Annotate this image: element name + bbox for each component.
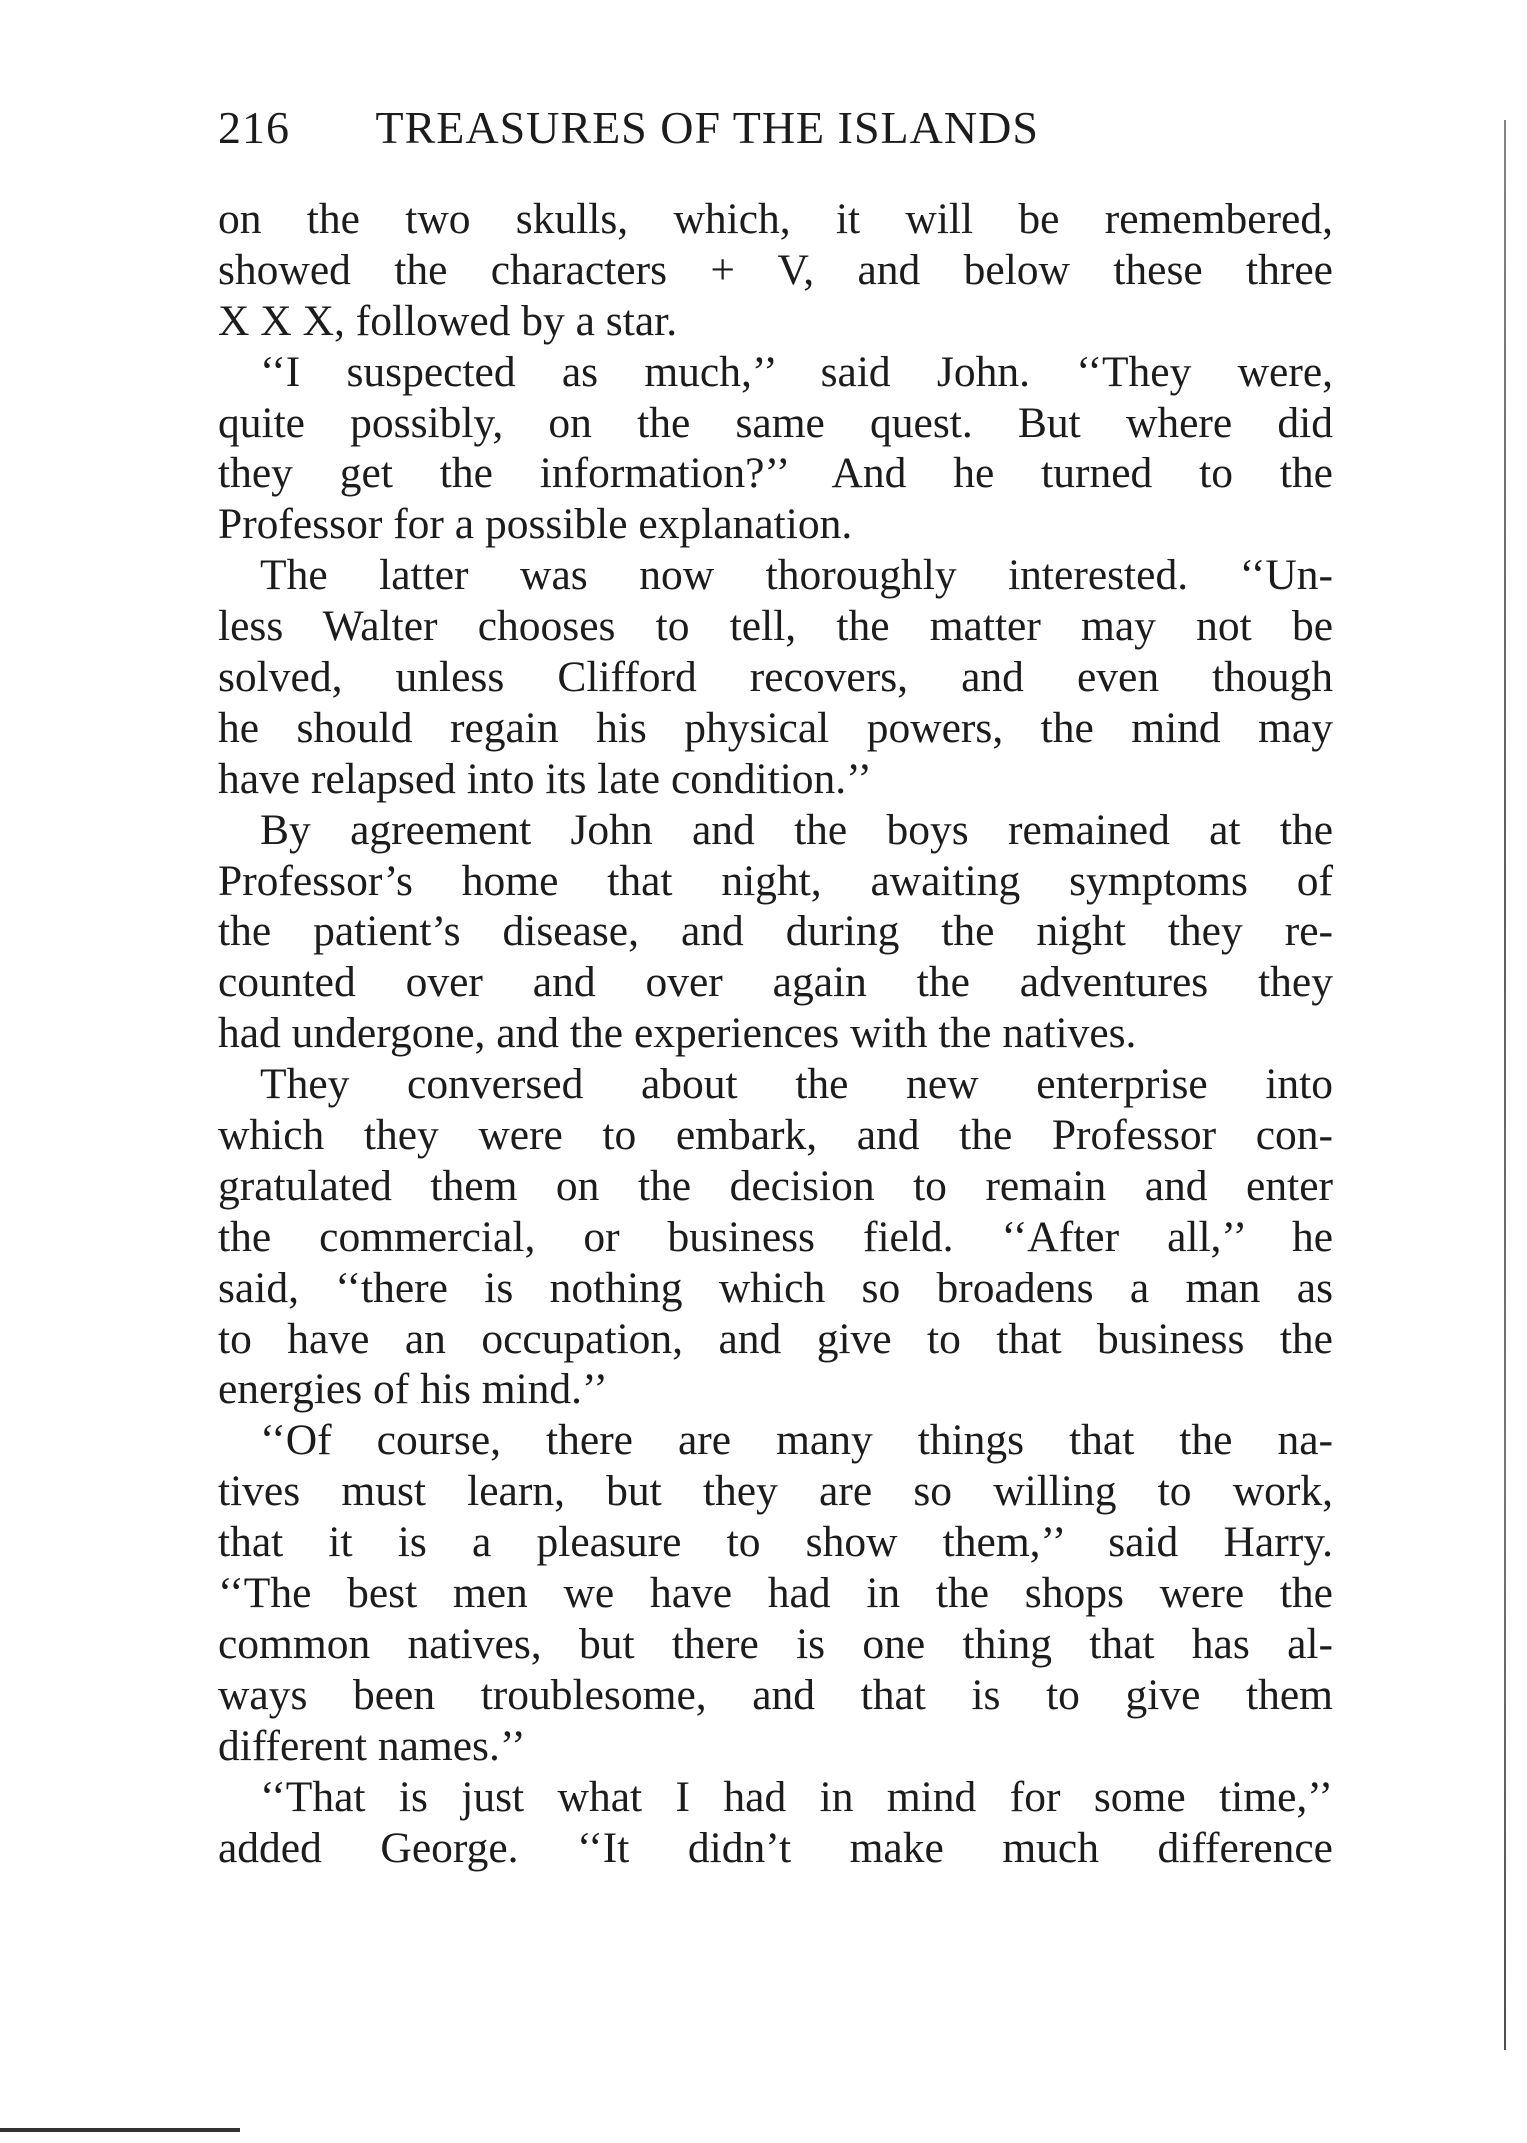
text-line: They conversed about the new enterprise into xyxy=(260,1060,1333,1109)
text-line: energies of his mind.’’ xyxy=(218,1365,608,1414)
body-text xyxy=(218,194,1333,1873)
text-line: counted over and over again the adventures they xyxy=(218,958,1333,1007)
text-line: the patient’s disease, and during the night they re- xyxy=(218,907,1333,956)
text-line: added George. ‘‘It didn’t make much difference xyxy=(218,1823,1333,1872)
running-head xyxy=(218,98,1333,158)
text-line: said, ‘‘there is nothing which so broadens a man as xyxy=(218,1263,1333,1312)
text-line: ‘‘The best men we have had in the shops were the xyxy=(218,1569,1333,1618)
text-line: tives must learn, but they are so willing to work, xyxy=(218,1467,1333,1516)
running-title: TREASURES OF THE ISLANDS xyxy=(375,102,1039,153)
text-line: ways been troublesome, and that is to give them xyxy=(218,1670,1333,1719)
page-edge-shadow xyxy=(1504,120,1506,2050)
text-line: The latter was now thoroughly interested. ‘‘Un- xyxy=(260,551,1333,600)
text-line: ‘‘That is just what I had in mind for some time,’’ xyxy=(260,1772,1333,1821)
text-line: that it is a pleasure to show them,’’ said Harry. xyxy=(218,1518,1333,1567)
text-line: have relapsed into its late condition.’’ xyxy=(218,754,872,803)
text-line: the commercial, or business field. ‘‘After all,’’ he xyxy=(218,1212,1333,1261)
text-line: they get the information?’’ And he turned to the xyxy=(218,449,1333,498)
text-line: common natives, but there is one thing that has al- xyxy=(218,1619,1333,1668)
text-line: he should regain his physical powers, the mind may xyxy=(218,703,1333,752)
text-line: showed the characters + V, and below these three xyxy=(218,245,1333,294)
text-line: X X X, followed by a star. xyxy=(218,296,678,345)
text-line: had undergone, and the experiences with the natives. xyxy=(218,1009,1137,1058)
text-line: Professor’s home that night, awaiting symptoms of xyxy=(218,856,1333,905)
text-line: solved, unless Clifford recovers, and even though xyxy=(218,653,1333,702)
page-foot-rule xyxy=(0,2128,240,2132)
text-line: to have an occupation, and give to that business the xyxy=(218,1314,1333,1363)
text-line: on the two skulls, which, it will be remembered, xyxy=(218,195,1333,243)
text-line: less Walter chooses to tell, the matter may not be xyxy=(218,602,1333,651)
text-line: quite possibly, on the same quest. But where did xyxy=(218,398,1333,447)
text-line: ‘‘Of course, there are many things that the na- xyxy=(260,1416,1333,1465)
text-line: gratulated them on the decision to remain and enter xyxy=(218,1161,1333,1210)
text-line: which they were to embark, and the Professor con- xyxy=(218,1111,1333,1160)
text-line: ‘‘I suspected as much,’’ said John. ‘‘They were, xyxy=(260,347,1333,396)
text-line: different names.’’ xyxy=(218,1721,526,1770)
text-line: Professor for a possible explanation. xyxy=(218,500,853,549)
text-line: By agreement John and the boys remained at the xyxy=(260,805,1333,854)
page-number: 216 xyxy=(218,102,290,153)
